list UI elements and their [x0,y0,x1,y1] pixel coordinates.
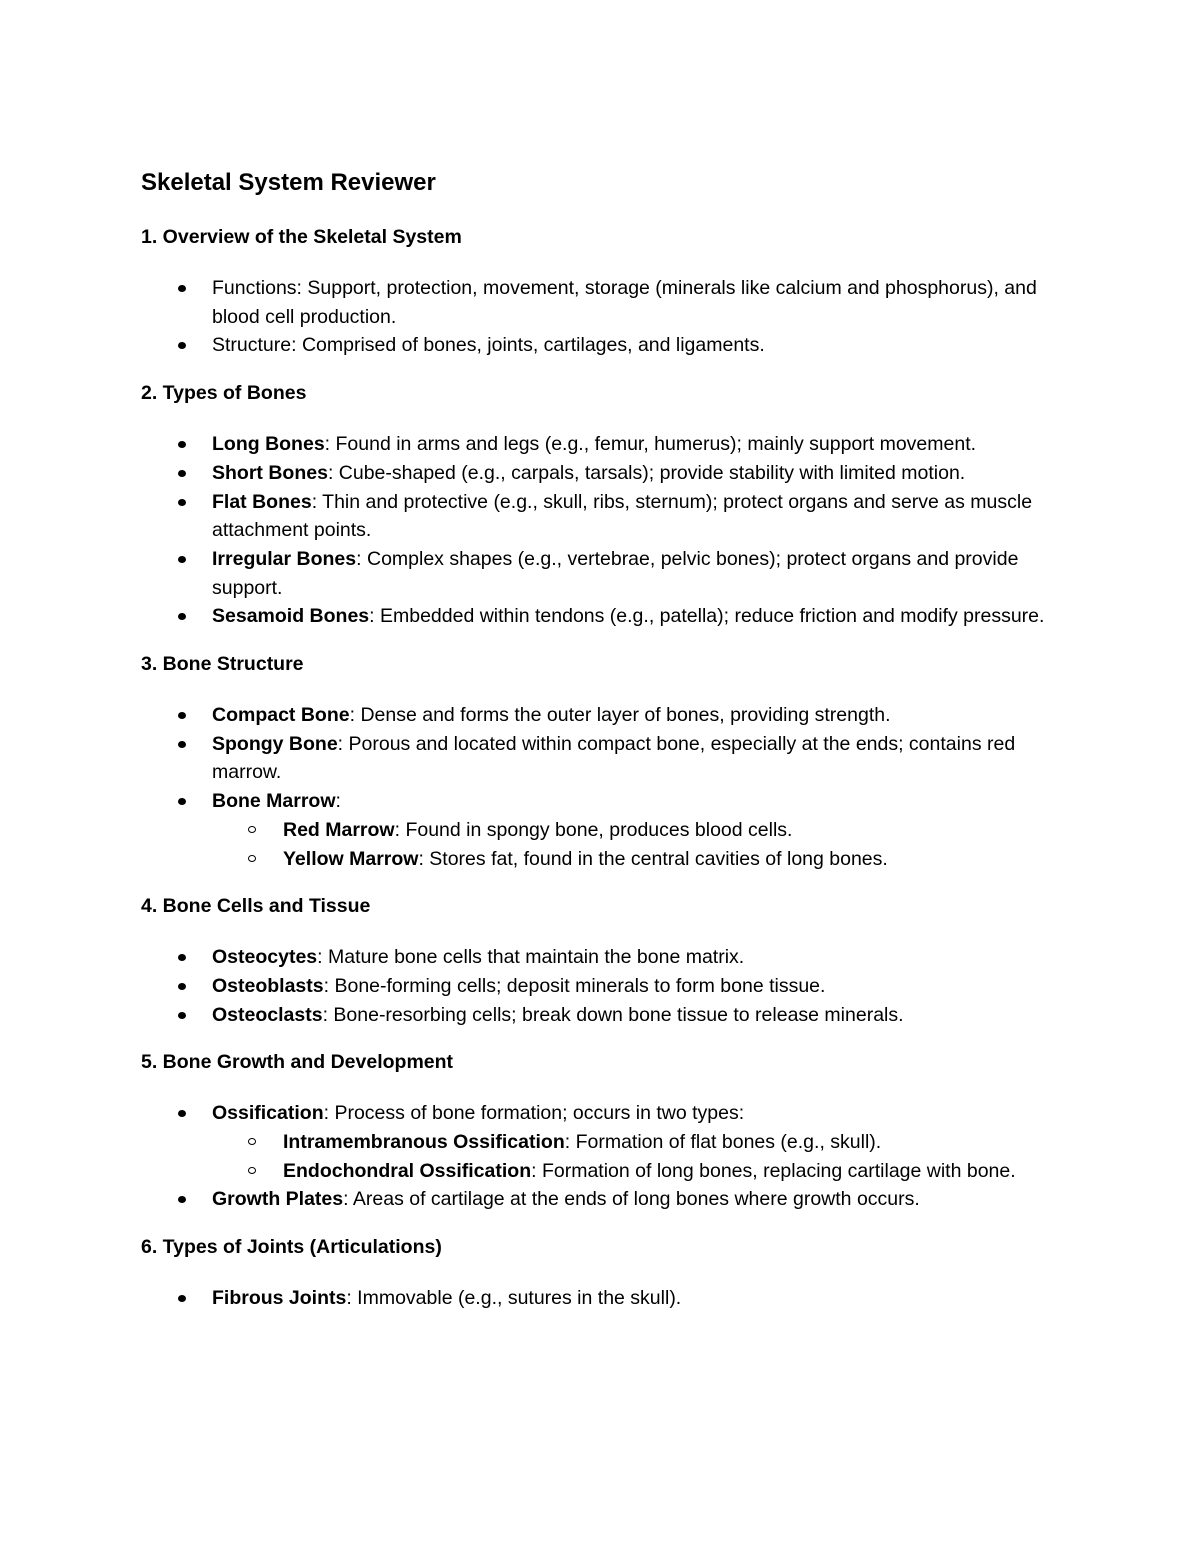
item-text: Bone-forming cells; deposit minerals to form bone tissue. [329,974,826,997]
bullet-circle-icon [248,1138,256,1145]
item-term: Short Bones [212,461,328,484]
bullet-dot-icon [178,741,186,748]
sub-list-item [212,1128,1071,1157]
item-text: Bone-resorbing cells; break down bone tissue to release minerals. [327,1003,904,1026]
bullet-list [141,1284,1071,1313]
item-term: Long Bones [212,433,325,456]
item-separator: : [349,704,356,727]
list-item [141,1185,1071,1214]
bullet-circle-icon [248,855,256,862]
item-text: Mature bone cells that maintain the bone matrix. [322,946,745,969]
bullet-list [141,274,1071,360]
list-item [141,730,1071,787]
bullet-dot-icon [178,285,186,292]
item-separator: : [369,605,375,628]
sub-item-text: Formation of long bones, replacing cartilage with bone. [536,1159,1016,1182]
bullet-dot-icon [178,1012,186,1019]
sub-list-item [212,1157,1071,1186]
sub-item-separator: : [531,1159,537,1182]
item-term: Spongy Bone [212,732,338,755]
sub-item-text: Formation of flat bones (e.g., skull). [570,1131,882,1154]
section [141,379,1071,631]
document-title: Skeletal System Reviewer [141,169,436,196]
item-separator: : [337,732,344,755]
bullet-dot-icon [178,470,186,477]
list-item [141,943,1071,972]
bullet-dot-icon [178,1196,186,1203]
item-text: Complex shapes (e.g., vertebrae, pelvic bones); protect organs and provide support. [212,547,1019,599]
item-term: Ossification [212,1102,324,1125]
item-term: Osteoblasts [212,974,324,997]
item-text: Structure: Comprised of bones, joints, cartilages, and ligaments. [212,334,765,357]
bullet-circle-icon [248,1167,256,1174]
sub-item-term: Yellow Marrow [283,847,419,870]
bullet-dot-icon [178,798,186,805]
sub-item-term: Endochondral Ossification [283,1159,532,1182]
sub-item-separator: : [418,847,424,870]
item-term: Flat Bones [212,490,312,513]
item-term: Osteoclasts [212,1003,323,1026]
item-term: Irregular Bones [212,547,357,570]
item-term: Fibrous Joints [212,1287,347,1310]
item-text: Functions: Support, protection, movement, storage (minerals like calcium and phosphorus), and blood cell production. [212,277,1037,328]
list-item [141,1284,1071,1313]
section-heading: 2. Types of Bones [141,382,307,405]
item-term: Sesamoid Bones [212,605,370,628]
item-text: Areas of cartilage at the ends of long bones where growth occurs. [348,1188,920,1211]
list-item [141,430,1071,459]
section-heading: 3. Bone Structure [141,653,304,676]
bullet-dot-icon [178,613,186,620]
item-text: Immovable (e.g., sutures in the skull). [351,1287,682,1310]
list-item [141,701,1071,730]
item-text: Embedded within tendons (e.g., patella); reduce friction and modify pressure. [374,605,1045,628]
sub-item-term: Red Marrow [283,818,395,841]
list-item [141,972,1071,1001]
item-separator: : [346,1287,352,1310]
item-separator: : [323,1102,330,1125]
section [141,223,1071,360]
item-text: Cube-shaped (e.g., carpals, tarsals); provide stability with limited motion. [333,461,966,484]
sections-container [141,223,1071,1313]
section [141,1048,1071,1214]
bullet-dot-icon [178,983,186,990]
item-separator: : [335,790,341,813]
section [141,1233,1071,1313]
item-text: Process of bone formation; occurs in two types: [329,1102,745,1125]
item-separator: : [311,490,318,513]
item-text: Porous and located within compact bone, especially at the ends; contains red marrow. [212,732,1016,784]
section-heading: 1. Overview of the Skeletal System [141,226,462,248]
item-term: Compact Bone [212,704,350,727]
list-item [141,787,1071,873]
item-separator: : [324,433,331,456]
list-item [141,545,1071,602]
bullet-list [141,943,1071,1029]
item-separator: : [323,974,330,997]
item-text: Thin and protective (e.g., skull, ribs, sternum); protect organs and serve as muscle attachment points. [212,490,1033,542]
bullet-dot-icon [178,712,186,719]
item-separator: : [327,461,334,484]
item-separator: : [317,946,323,969]
list-item [141,602,1071,631]
section-heading: 4. Bone Cells and Tissue [141,895,371,918]
section-heading: 5. Bone Growth and Development [141,1051,454,1074]
item-separator: : [322,1003,328,1026]
bullet-dot-icon [178,499,186,506]
bullet-list [141,1099,1071,1214]
item-text: Found in arms and legs (e.g., femur, humerus); mainly support movement. [330,433,977,456]
sub-list-item [212,816,1071,845]
bullet-dot-icon [178,954,186,961]
item-term: Bone Marrow [212,790,336,813]
list-item [141,488,1071,545]
bullet-dot-icon [178,1295,186,1302]
document-page [141,168,1071,1332]
bullet-dot-icon [178,441,186,448]
sub-bullet-list [212,816,1071,873]
section [141,892,1071,1029]
item-text: Dense and forms the outer layer of bones, providing strength. [355,704,891,727]
list-item [141,1001,1071,1030]
section [141,650,1071,873]
list-item [141,331,1071,360]
bullet-dot-icon [178,556,186,563]
bullet-dot-icon [178,1110,186,1117]
sub-item-separator: : [564,1131,571,1154]
item-separator: : [356,547,362,570]
item-term: Growth Plates [212,1188,344,1211]
section-heading: 6. Types of Joints (Articulations) [141,1236,442,1259]
bullet-list [141,701,1071,873]
sub-list-item [212,845,1071,874]
list-item [141,459,1071,488]
item-term: Osteocytes [212,946,318,969]
bullet-dot-icon [178,342,186,349]
list-item [141,274,1071,331]
sub-item-text: Found in spongy bone, produces blood cells. [400,818,793,841]
item-separator: : [343,1188,349,1211]
bullet-list [141,430,1071,631]
list-item [141,1099,1071,1185]
sub-item-text: Stores fat, found in the central cavities of long bones. [423,847,888,870]
sub-item-term: Intramembranous Ossification [283,1131,565,1154]
bullet-circle-icon [248,826,256,833]
sub-bullet-list [212,1128,1071,1185]
sub-item-separator: : [394,818,401,841]
